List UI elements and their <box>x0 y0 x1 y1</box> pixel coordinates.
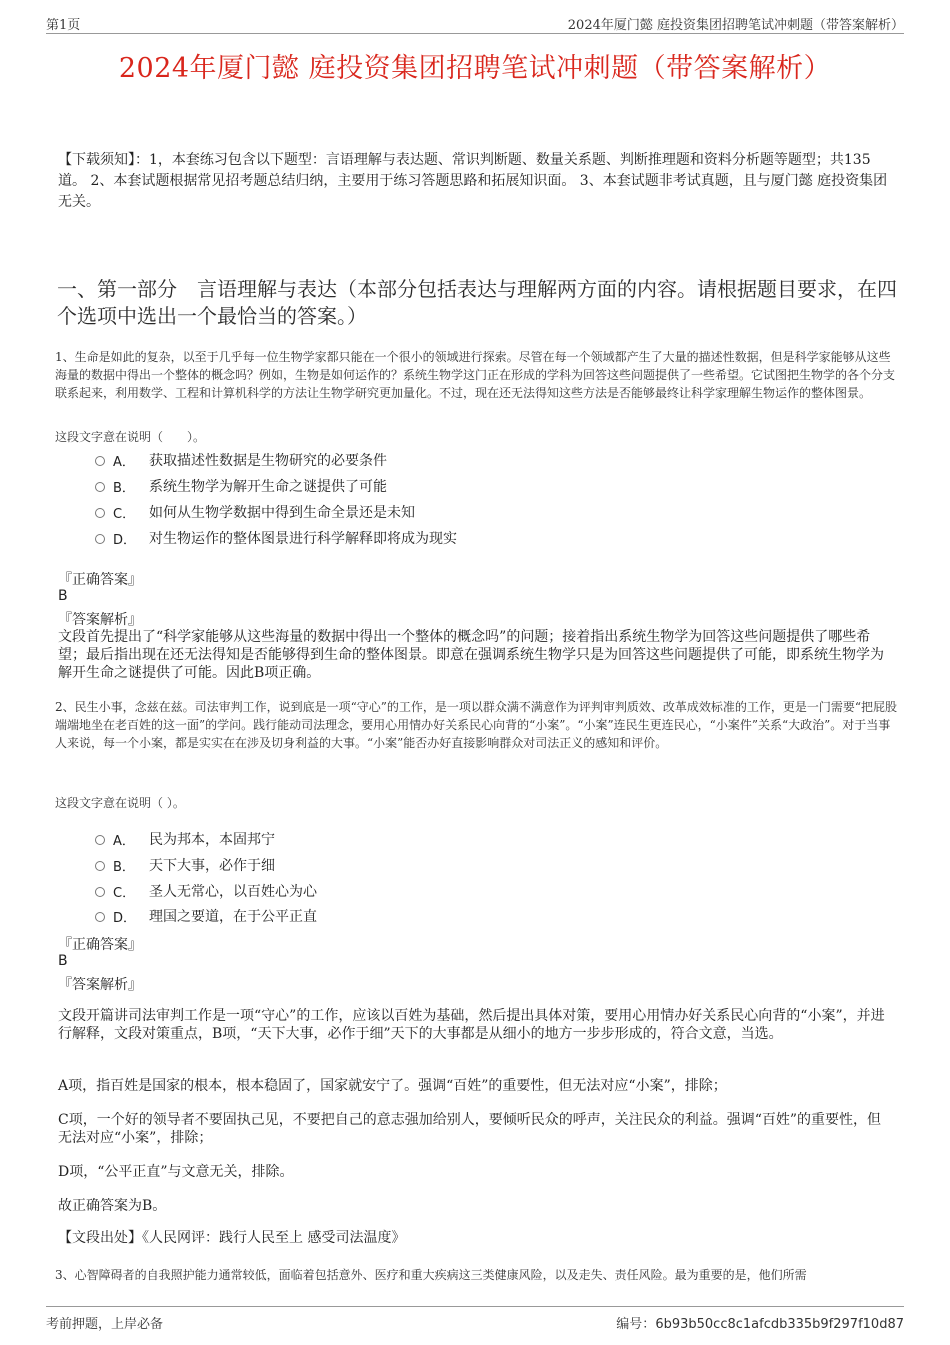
option-text: 系统生物学为解开生命之谜提供了可能 <box>149 479 387 495</box>
question-3-text: 3、心智障碍者的自我照护能力通常较低，面临着包括意外、医疗和重大疾病这三类健康风险，以及走失、责任风险。最为重要的是，他们所需 <box>55 1268 807 1282</box>
analysis-label: 『答案解析』 <box>58 977 142 993</box>
question-2-option-a[interactable] <box>95 829 275 849</box>
radio-icon[interactable] <box>95 887 105 897</box>
option-letter: A． <box>113 833 135 849</box>
radio-icon[interactable] <box>95 861 105 871</box>
analysis-paragraph: 文段开篇讲司法审判工作是一项“守心”的工作，应该以百姓为基础，然后提出具体对策，要用心用情办好关系民心向背的“小案”，并进行解释，文段对策重点，B项，“天下大事，必作于细”天下的大事都是从细小的地方一步步形成的，符合文意，当选。 <box>58 1008 885 1042</box>
radio-icon[interactable] <box>95 482 105 492</box>
question-2-text: 2、民生小事，念兹在兹。司法审判工作，说到底是一项“守心”的工作，是一项以群众满不满意作为评判审判质效、改革成效标准的工作，更是一门需要“把屁股端端地坐在老百姓的这一面”的学问。践行能动司法理念，要用心用情办好关系民心向背的“小案”。“小案”连民生更连民心，“小案件”关系“大政治”。对于当事人来说，每一个小案，都是实实在在涉及切身利益的大事。“小案”能否办好直接影响群众对司法正义的感知和评价。 <box>55 700 898 750</box>
option-letter: A． <box>113 454 135 470</box>
radio-icon[interactable] <box>95 508 105 518</box>
option-letter: B． <box>113 480 135 496</box>
option-text: 圣人无常心，以百姓心为心 <box>149 884 317 900</box>
code-label: 编号： <box>616 1317 656 1332</box>
source-citation: 【文段出处】《人民网评：践行人民至上 感受司法温度》 <box>58 1230 406 1246</box>
analysis-text: 文段首先提出了“科学家能够从这些海量的数据中得出一个整体的概念吗”的问题；接着指出系统生物学为回答这些问题提供了哪些希望；最后指出现在还无法得知是否能够得到生命的整体图景。即意在强调系统生物学只是为回答这些问题提供了可能，即系统生物学为解开生命之谜提供了可能。因此B项正确。 <box>58 629 884 681</box>
correct-answer-label: 『正确答案』 <box>58 937 142 953</box>
option-letter: C． <box>113 885 136 901</box>
document-code <box>616 1313 904 1332</box>
question-1-prompt: 这段文字意在说明（ ）。 <box>55 430 206 444</box>
radio-icon[interactable] <box>95 912 105 922</box>
option-text: 民为邦本，本固邦宁 <box>149 832 275 848</box>
question-1-option-b[interactable] <box>95 476 387 496</box>
question-1-option-d[interactable] <box>95 528 457 548</box>
download-notice: 【下载须知】：1，本套练习包含以下题型：言语理解与表达题、常识判断题、数量关系题、判断推理题和资料分析题等题型；共135道。 2、本套试题根据常见招考题总结归纳，主要用于练习答题思路和拓展知识面。 3、本套试题非考试真题，且与厦门懿 庭投资集团无关。 <box>58 152 888 210</box>
radio-icon[interactable] <box>95 456 105 466</box>
analysis-paragraph: D项，“公平正直”与文意无关，排除。 <box>58 1164 294 1180</box>
section-title: 一、第一部分 言语理解与表达（本部分包括表达与理解两方面的内容。请根据题目要求，在四个选项中选出一个最恰当的答案。） <box>57 277 897 328</box>
running-header: 2024年厦门懿 庭投资集团招聘笔试冲刺题（带答案解析） <box>567 18 904 33</box>
option-text: 对生物运作的整体图景进行科学解释即将成为现实 <box>149 531 457 547</box>
option-letter: B． <box>113 859 135 875</box>
document-title: 2024年厦门懿 庭投资集团招聘笔试冲刺题（带答案解析） <box>118 53 832 84</box>
question-2-option-c[interactable] <box>95 881 317 901</box>
radio-icon[interactable] <box>95 835 105 845</box>
option-text: 天下大事，必作于细 <box>149 858 275 874</box>
analysis-paragraph: A项，指百姓是国家的根本，根本稳固了，国家就安宁了。强调“百姓”的重要性，但无法对应“小案”，排除； <box>58 1078 727 1094</box>
option-text: 理国之要道，在于公平正直 <box>149 909 317 925</box>
analysis-paragraph: 故正确答案为B。 <box>58 1198 167 1214</box>
question-1-option-a[interactable] <box>95 450 387 470</box>
question-1-text: 1、生命是如此的复杂，以至于几乎每一位生物学家都只能在一个很小的领域进行探索。尽管在每一个领域都产生了大量的描述性数据，但是科学家能够从这些海量的数据中得出一个整体的概念吗？例如，生物是如何运作的？系统生物学这门正在形成的学科为回答这些问题提供了一些希望。它试图把生物学的各个分支联系起来，利用数学、工程和计算机科学的方法让生物学研究更加量化。不过，现在还无法得知这些方法是否能够最终让科学家理解生物运作的整体图景。 <box>55 350 896 400</box>
option-letter: D． <box>113 532 137 548</box>
question-2-option-d[interactable] <box>95 906 317 926</box>
option-text: 如何从生物学数据中得到生命全景还是未知 <box>149 505 415 521</box>
option-text: 获取描述性数据是生物研究的必要条件 <box>149 453 387 469</box>
question-2-prompt: 这段文字意在说明（ ）。 <box>55 796 185 810</box>
correct-answer: B <box>58 953 68 969</box>
question-2-option-b[interactable] <box>95 855 275 875</box>
footer-divider <box>46 1306 904 1307</box>
option-letter: C． <box>113 506 136 522</box>
code-value: 6b93b50cc8c1afcdb335b9f297f10d87 <box>655 1317 904 1332</box>
correct-answer: B <box>58 588 68 604</box>
page-number: 第1页 <box>46 18 81 33</box>
correct-answer-label: 『正确答案』 <box>58 572 142 588</box>
header-divider <box>46 33 904 34</box>
analysis-paragraph: C项，一个好的领导者不要固执己见，不要把自己的意志强加给别人，要倾听民众的呼声，关注民众的利益。强调“百姓”的重要性，但无法对应“小案”，排除； <box>58 1112 882 1146</box>
option-letter: D． <box>113 910 137 926</box>
analysis-label: 『答案解析』 <box>58 612 142 628</box>
radio-icon[interactable] <box>95 534 105 544</box>
footer-slogan: 考前押题，上岸必备 <box>46 1317 164 1332</box>
question-1-option-c[interactable] <box>95 502 415 522</box>
